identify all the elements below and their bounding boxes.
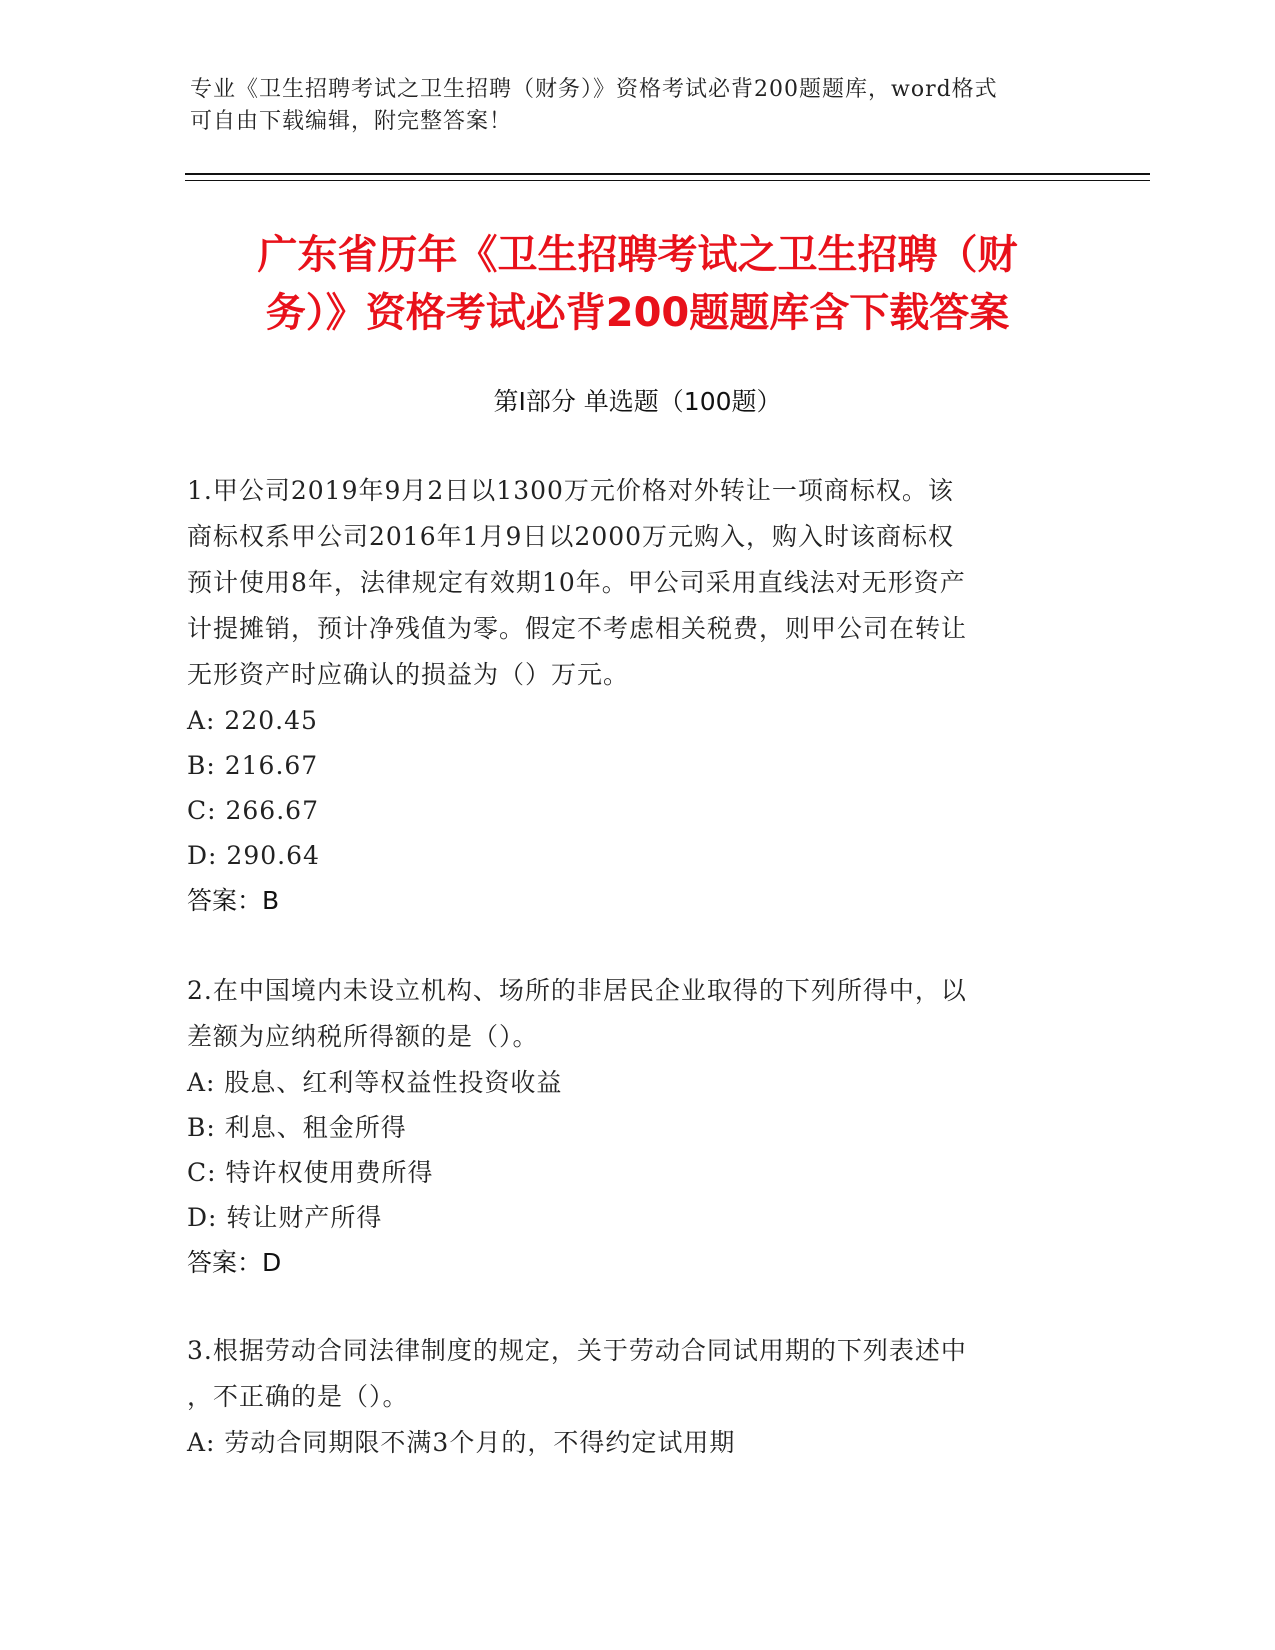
- document-title-line: 广东省历年《卫生招聘考试之卫生招聘（财: [257, 232, 1018, 278]
- option-c: C: 特许权使用费所得: [187, 1158, 434, 1187]
- option-a: A: 220.45: [187, 706, 318, 735]
- section-heading: 第Ⅰ部分 单选题（100题）: [493, 387, 782, 416]
- question-text-line: 差额为应纳税所得额的是（）。: [187, 1022, 539, 1051]
- question-text-line: 预计使用8年，法律规定有效期10年。甲公司采用直线法对无形资产: [187, 568, 966, 597]
- question-1: [187, 468, 1087, 924]
- question-text-line: 3.根据劳动合同法律制度的规定，关于劳动合同试用期的下列表述中: [187, 1336, 967, 1365]
- document-title-line: 务）》资格考试必背200题题库含下载答案: [265, 290, 1010, 336]
- option-c: C: 266.67: [187, 796, 319, 825]
- header-note-line: 可自由下载编辑，附完整答案！: [190, 109, 513, 134]
- question-text-line: 无形资产时应确认的损益为（）万元。: [187, 660, 630, 689]
- header-divider-thin: [185, 180, 1150, 181]
- question-text-line: 商标权系甲公司2016年1月9日以2000万元购入，购入时该商标权: [187, 522, 955, 551]
- option-a: A: 股息、红利等权益性投资收益: [187, 1068, 563, 1097]
- option-b: B: 利息、租金所得: [187, 1113, 407, 1142]
- header-note-line: 专业《卫生招聘考试之卫生招聘（财务）》资格考试必背200题题库，word格式: [190, 77, 998, 102]
- question-text-line: ，不正确的是（）。: [187, 1382, 409, 1411]
- question-3: [187, 1328, 1087, 1465]
- question-text-line: 计提摊销，预计净残值为零。假定不考虑相关税费，则甲公司在转让: [187, 614, 968, 643]
- answer: 答案：D: [187, 1248, 282, 1277]
- question-2: [187, 968, 1087, 1286]
- header-divider-thick: [185, 173, 1150, 175]
- question-text-line: 2.在中国境内未设立机构、场所的非居民企业取得的下列所得中，以: [187, 976, 967, 1005]
- document-title: [150, 226, 1125, 342]
- question-text-line: 1.甲公司2019年9月2日以1300万元价格对外转让一项商标权。该: [187, 476, 954, 505]
- header-note: [190, 74, 1070, 138]
- answer: 答案：B: [187, 886, 280, 915]
- option-b: B: 216.67: [187, 751, 319, 780]
- option-a: A: 劳动合同期限不满3个月的，不得约定试用期: [187, 1428, 736, 1457]
- option-d: D: 转让财产所得: [187, 1203, 383, 1232]
- option-d: D: 290.64: [187, 841, 320, 870]
